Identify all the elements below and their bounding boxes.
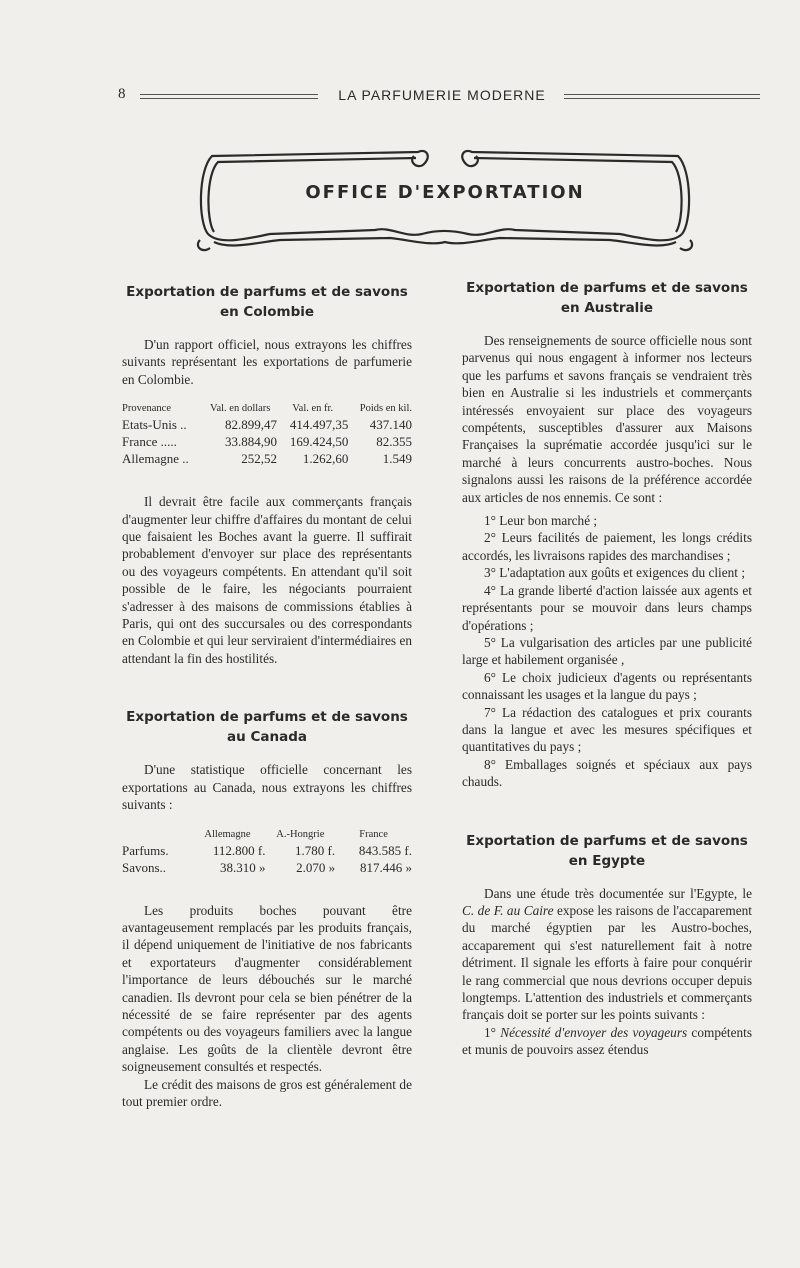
table-row [122,416,412,433]
list-item: 7° La rédaction des catalogues et prix courants dans la langue et avec les mesures spécifiques et quantitatives du pays ; [462,704,752,755]
table-header-cell: Val. en fr. [292,403,334,415]
table-cell: 82.899,47 [225,417,278,433]
table-cell: 414.497,35 [289,417,349,433]
table-cell: 38.310 » [220,859,266,875]
table-row [122,433,412,450]
table-row [122,859,412,876]
table-cell: 112.800 f. [212,842,266,858]
table-cell: 1.262,60 [302,451,349,467]
table-header-cell: France [359,828,388,840]
colombie-heading-line1: Exportation de parfums et de savons [126,284,408,300]
list-item: 5° La vulgarisation des articles par une publicité large et habilement organisée , [462,634,752,668]
table-header-row [122,402,412,416]
table-cell: 437.140 [369,417,412,433]
list-item: 8° Emballages soignés et spéciaux aux pays chauds. [462,756,752,790]
australie-heading-line1: Exportation de parfums et de savons [466,280,748,296]
egypte-point-1 [462,1024,752,1059]
table-cell: 1.780 f. [295,842,336,858]
egypte-point1-num: 1° [484,1024,501,1040]
list-item: 4° La grande liberté d'action laissée aux agents et représentants pour se mouvoir dans leurs champs d'opérations ; [462,582,752,633]
list-item: 3° L'adaptation aux goûts et exigences du client ; [484,565,746,581]
table-cell: 1.549 [382,451,412,467]
colombie-heading [122,282,412,322]
page-header [118,86,766,106]
canada-table [122,828,412,876]
egypte-body-start: Dans une étude très documentée sur l'Egypte, le [484,885,752,901]
table-header-cell: Poids en kil. [359,403,412,415]
table-cell: 82.355 [376,434,412,450]
header-rule-right [564,94,760,99]
list-item: 6° Le choix judicieux d'agents ou représentants connaissant les usages et la langue du pays ; [462,669,752,703]
table-header-cell: A.-Hongrie [276,828,325,840]
page-number: 8 [118,86,126,102]
table-cell: 2.070 » [296,859,336,875]
table-cell: Savons.. [122,859,167,875]
egypte-source: C. de F. au Caire [462,902,554,918]
table-cell: 252,52 [241,451,278,467]
colombie-intro: D'un rapport officiel, nous extrayons les chiffres suivants représentant les exportations de parfumerie en Colombie. [122,337,412,387]
table-header-cell: Provenance [122,403,171,415]
canada-heading-line2: au Canada [227,729,307,746]
table-header-row [122,828,412,842]
table-cell: 169.424,50 [289,434,349,450]
table-cell: 843.585 f. [358,842,412,858]
table-cell: 817.446 » [360,859,412,875]
left-column [122,282,412,1110]
colombie-table [122,402,412,467]
table-row [122,842,412,859]
banner-title: OFFICE D'EXPORTATION [305,182,585,203]
canada-heading [122,707,412,747]
egypte-point1-rest: compétents et munis de pouvoirs assez étendus [462,1024,752,1058]
table-header-cell [122,828,189,842]
table-cell: Parfums. [122,842,169,858]
egypte-body [462,885,752,1024]
australie-heading [462,278,752,318]
egypte-body-end: expose les raisons de l'accaparement du marché égyptien par les Austro-boches, accaparement qui s'est naturellement fait à notre détriment. Il signale les efforts à faire pour conquérir le rang commercial que nous devrions occuper depuis longtemps. L'attention des industriels et commerçants français doit se porter sur les points suivants : [462,902,752,1023]
table-row [122,450,412,467]
canada-intro: D'une statistique officielle concernant les exportations au Canada, nous extrayons les chiffres suivants : [122,762,412,813]
australie-intro: Des renseignements de source officielle nous sont parvenus qui nous engagent à informer nos lecteurs que les parfums et savons français se vendraient très bien en Australie si les industriels et commerçants intéressés envoyaient sur place des voyageurs compétents, susceptibles d'assurer aux Maisons Françaises la suprématie accordée jusqu'ici sur le marché à leurs concurrents austro-boches. Nous signalons aussi les raisons de la préférence accordée aux articles de nos ennemis. Ce sont : [462,333,752,505]
running-title: LA PARFUMERIE MODERNE [338,87,546,103]
table-cell: Etats-Unis .. [122,417,187,433]
section-banner [190,142,700,257]
right-column [462,278,752,1059]
list-item: 2° Leurs facilités de paiement, les longs crédits accordés, les livraisons rapides des marchandises ; [462,530,752,563]
colombie-body: Il devrait être facile aux commerçants français d'augmenter leur chiffre d'affaires du montant de celui que faisaient les Boches avant la guerre. Il suffirait probablement d'envoyer sur place des représentants ou des voyageurs compétents. En attendant qu'il soit possible de le faire, les négociants pourraient s'adresser à des maisons de commissions établies à Paris, qui ont des succursales ou des correspondants en Colombie et qui leur serviraient d'intermédiaires en attendant la fin des hostilités. [122,494,412,666]
table-cell: Allemagne .. [122,451,189,467]
table-header-cell: Val. en dollars [210,403,271,415]
colombie-heading-line2: en Colombie [219,304,315,320]
canada-body-2: Le crédit des maisons de gros est généralement de tout premier ordre. [122,1076,412,1109]
egypte-heading [462,831,752,871]
egypte-point1-title: Nécessité d'envoyer des voyageurs [500,1024,688,1040]
table-cell: France ..... [122,434,177,450]
canada-body-1: Les produits boches pouvant être avantageusement remplacés par les produits français, il dépend uniquement de l'initiative de nos fabricants et exportateurs d'augmenter considérablement l'importance de leurs débouchés sur le marché canadien. Ils devront pour cela se bien pénétrer de la nécessité de se faire représenter par des agents compétents ou des voyageurs familiers avec la langue anglaise. Les goûts de la clientèle devront être soigneusement consultés et respectés. [122,902,412,1075]
egypte-heading-line2: en Egypte [568,852,646,869]
canada-heading-line1: Exportation de parfums et de savons [126,709,408,726]
table-cell: 33.884,90 [225,434,278,450]
egypte-heading-line1: Exportation de parfums et de savons [466,832,748,849]
list-item: 1° Leur bon marché ; [484,513,598,529]
table-header-cell: Allemagne [204,828,251,840]
australie-heading-line2: en Australie [560,300,654,316]
